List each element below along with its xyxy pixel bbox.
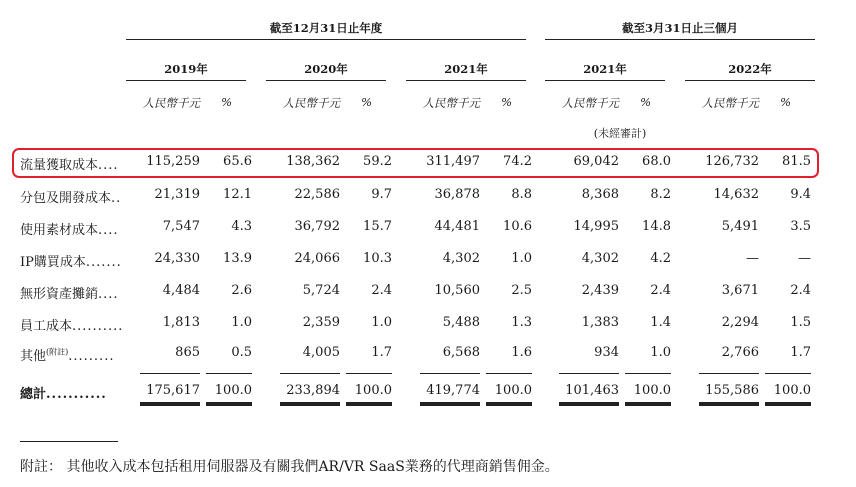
subtotal-rule: [280, 373, 340, 374]
row-label: [20, 315, 124, 334]
year-header: 2021年: [444, 62, 488, 76]
row-label-leader-dots: ...........: [46, 387, 107, 402]
amount-cell: 14,632: [713, 187, 759, 202]
percent-cell: 10.3: [363, 251, 392, 266]
amount-cell: 126,732: [705, 154, 759, 169]
percent-cell: 4.3: [231, 219, 252, 234]
percent-cell: 100.0: [494, 383, 532, 398]
percent-cell: 2.4: [371, 283, 392, 298]
row-label-leader-dots: .........: [68, 349, 115, 364]
amount-cell: 115,259: [146, 154, 200, 169]
subtotal-rule: [765, 373, 811, 374]
total-double-rule: [625, 402, 671, 406]
subtotal-rule: [346, 373, 392, 374]
amount-cell: —: [746, 251, 759, 266]
percent-cell: 1.4: [650, 315, 671, 330]
amount-cell: 10,560: [434, 283, 480, 298]
percent-cell: 81.5: [782, 154, 811, 169]
amount-cell: 36,878: [434, 187, 480, 202]
row-label-text: 其他: [20, 349, 47, 364]
row-label-leader-dots: .......: [85, 255, 122, 270]
amount-cell: 44,481: [434, 219, 480, 234]
amount-cell: 4,302: [581, 251, 619, 266]
percent-cell: 1.3: [511, 315, 532, 330]
amount-cell: 175,617: [146, 383, 200, 398]
percent-cell: 9.4: [790, 187, 811, 202]
percent-cell: 4.2: [650, 251, 671, 266]
subtotal-rule: [486, 373, 532, 374]
percent-cell: 0.5: [231, 345, 252, 360]
total-double-rule: [765, 402, 811, 406]
year-header-rule: [545, 80, 665, 81]
total-double-rule: [346, 402, 392, 406]
amount-cell: 155,586: [705, 383, 759, 398]
amount-cell: 419,774: [426, 383, 480, 398]
amount-cell: 24,330: [154, 251, 200, 266]
percent-cell: 1.0: [371, 315, 392, 330]
amount-cell: 69,042: [573, 154, 619, 169]
percent-cell: 65.6: [223, 154, 252, 169]
percent-cell: 100.0: [214, 383, 252, 398]
unit-header-pct: %: [501, 95, 512, 109]
amount-cell: 21,319: [154, 187, 200, 202]
row-label-text: 員工成本: [20, 319, 73, 334]
amount-cell: 22,586: [294, 187, 340, 202]
percent-cell: 2.6: [231, 283, 252, 298]
subtotal-rule: [559, 373, 619, 374]
percent-cell: 1.0: [511, 251, 532, 266]
amount-cell: 24,066: [294, 251, 340, 266]
percent-cell: 2.4: [650, 283, 671, 298]
row-label-footnote-marker: (附註): [46, 347, 69, 357]
percent-cell: 8.8: [511, 187, 532, 202]
row-label-text: 總計: [20, 387, 47, 402]
row-label-leader-dots: ....: [98, 158, 119, 173]
year-header: 2022年: [728, 62, 772, 76]
amount-cell: 14,995: [573, 219, 619, 234]
footnote: 附註： 其他收入成本包括租用伺服器及有關我們AR/VR SaaS業務的代理商銷售佣金。: [20, 459, 559, 475]
footnote-rule: [20, 441, 118, 442]
percent-cell: —: [798, 251, 811, 266]
subtotal-rule: [420, 373, 480, 374]
percent-cell: 3.5: [790, 219, 811, 234]
total-double-rule: [206, 402, 252, 406]
row-label-text: 無形資產攤銷: [20, 287, 99, 302]
unit-header-rmb: 人民幣千元: [422, 96, 480, 110]
percent-cell: 100.0: [633, 383, 671, 398]
percent-cell: 74.2: [503, 154, 532, 169]
year-header: 2019年: [164, 62, 208, 76]
period-header-q-rule: [545, 39, 815, 40]
unit-header-pct: %: [780, 95, 791, 109]
unit-header-pct: %: [640, 95, 651, 109]
amount-cell: 4,005: [302, 345, 340, 360]
amount-cell: 5,491: [721, 219, 759, 234]
percent-cell: 1.0: [231, 315, 252, 330]
percent-cell: 1.7: [371, 345, 392, 360]
row-label-text: 分包及開發成本: [20, 191, 112, 206]
total-double-rule: [559, 402, 619, 406]
amount-cell: 101,463: [565, 383, 619, 398]
total-double-rule: [699, 402, 759, 406]
unit-header-rmb: 人民幣千元: [561, 96, 619, 110]
row-label: [20, 219, 124, 238]
row-label-text: 流量獲取成本: [20, 158, 99, 173]
subtotal-rule: [699, 373, 759, 374]
amount-cell: 2,359: [302, 315, 340, 330]
percent-cell: 1.7: [790, 345, 811, 360]
row-label-leader-dots: ..: [111, 191, 122, 206]
subtotal-rule: [206, 373, 252, 374]
year-header-rule: [266, 80, 386, 81]
amount-cell: 138,362: [286, 154, 340, 169]
year-header-rule: [406, 80, 526, 81]
row-label: [20, 154, 124, 173]
unit-header-rmb: 人民幣千元: [701, 96, 759, 110]
amount-cell: 6,568: [442, 345, 480, 360]
percent-cell: 9.7: [371, 187, 392, 202]
period-header-fy-rule: [126, 39, 526, 40]
amount-cell: 3,671: [721, 283, 759, 298]
total-double-rule: [140, 402, 200, 406]
percent-cell: 2.4: [790, 283, 811, 298]
subtotal-rule: [140, 373, 200, 374]
amount-cell: 1,813: [162, 315, 200, 330]
subtotal-rule: [625, 373, 671, 374]
unit-header-rmb: 人民幣千元: [282, 96, 340, 110]
amount-cell: 5,488: [442, 315, 480, 330]
amount-cell: 5,724: [302, 283, 340, 298]
year-header: 2020年: [304, 62, 348, 76]
unit-header-pct: %: [361, 95, 372, 109]
percent-cell: 10.6: [503, 219, 532, 234]
amount-cell: 311,497: [426, 154, 480, 169]
row-label: [20, 187, 124, 206]
amount-cell: 2,439: [581, 283, 619, 298]
period-header-fy: 截至12月31日止年度: [269, 21, 383, 35]
percent-cell: 100.0: [773, 383, 811, 398]
total-double-rule: [420, 402, 480, 406]
row-label: [20, 251, 124, 270]
year-header-rule: [126, 80, 246, 81]
percent-cell: 100.0: [354, 383, 392, 398]
total-double-rule: [486, 402, 532, 406]
unit-header-rmb: 人民幣千元: [142, 96, 200, 110]
percent-cell: 14.8: [642, 219, 671, 234]
percent-cell: 2.5: [511, 283, 532, 298]
row-label-leader-dots: ..........: [72, 319, 124, 334]
amount-cell: 2,766: [721, 345, 759, 360]
row-label-leader-dots: ....: [98, 287, 119, 302]
amount-cell: 4,302: [442, 251, 480, 266]
row-label-leader-dots: ....: [98, 223, 119, 238]
year-header: 2021年: [583, 62, 627, 76]
percent-cell: 1.6: [511, 345, 532, 360]
percent-cell: 59.2: [363, 154, 392, 169]
percent-cell: 13.9: [223, 251, 252, 266]
amount-cell: 2,294: [721, 315, 759, 330]
amount-cell: 4,484: [162, 283, 200, 298]
amount-cell: 36,792: [294, 219, 340, 234]
year-header-rule: [685, 80, 815, 81]
row-label-text: IP購買成本: [20, 255, 86, 270]
amount-cell: 7,547: [162, 219, 200, 234]
amount-cell: 934: [594, 345, 619, 360]
percent-cell: 15.7: [363, 219, 392, 234]
percent-cell: 1.0: [650, 345, 671, 360]
row-label: [20, 283, 124, 302]
amount-cell: 865: [175, 345, 200, 360]
period-header-q: 截至3月31日止三個月: [621, 21, 738, 35]
amount-cell: 233,894: [286, 383, 340, 398]
unit-header-pct: %: [221, 95, 232, 109]
amount-cell: 8,368: [581, 187, 619, 202]
percent-cell: 1.5: [790, 315, 811, 330]
percent-cell: 68.0: [642, 154, 671, 169]
unaudited-note: (未經審計): [593, 127, 647, 140]
percent-cell: 8.2: [650, 187, 671, 202]
row-label-text: 使用素材成本: [20, 223, 99, 238]
row-label: [20, 345, 124, 364]
total-double-rule: [280, 402, 340, 406]
percent-cell: 12.1: [223, 187, 252, 202]
row-label: [20, 383, 124, 402]
amount-cell: 1,383: [581, 315, 619, 330]
